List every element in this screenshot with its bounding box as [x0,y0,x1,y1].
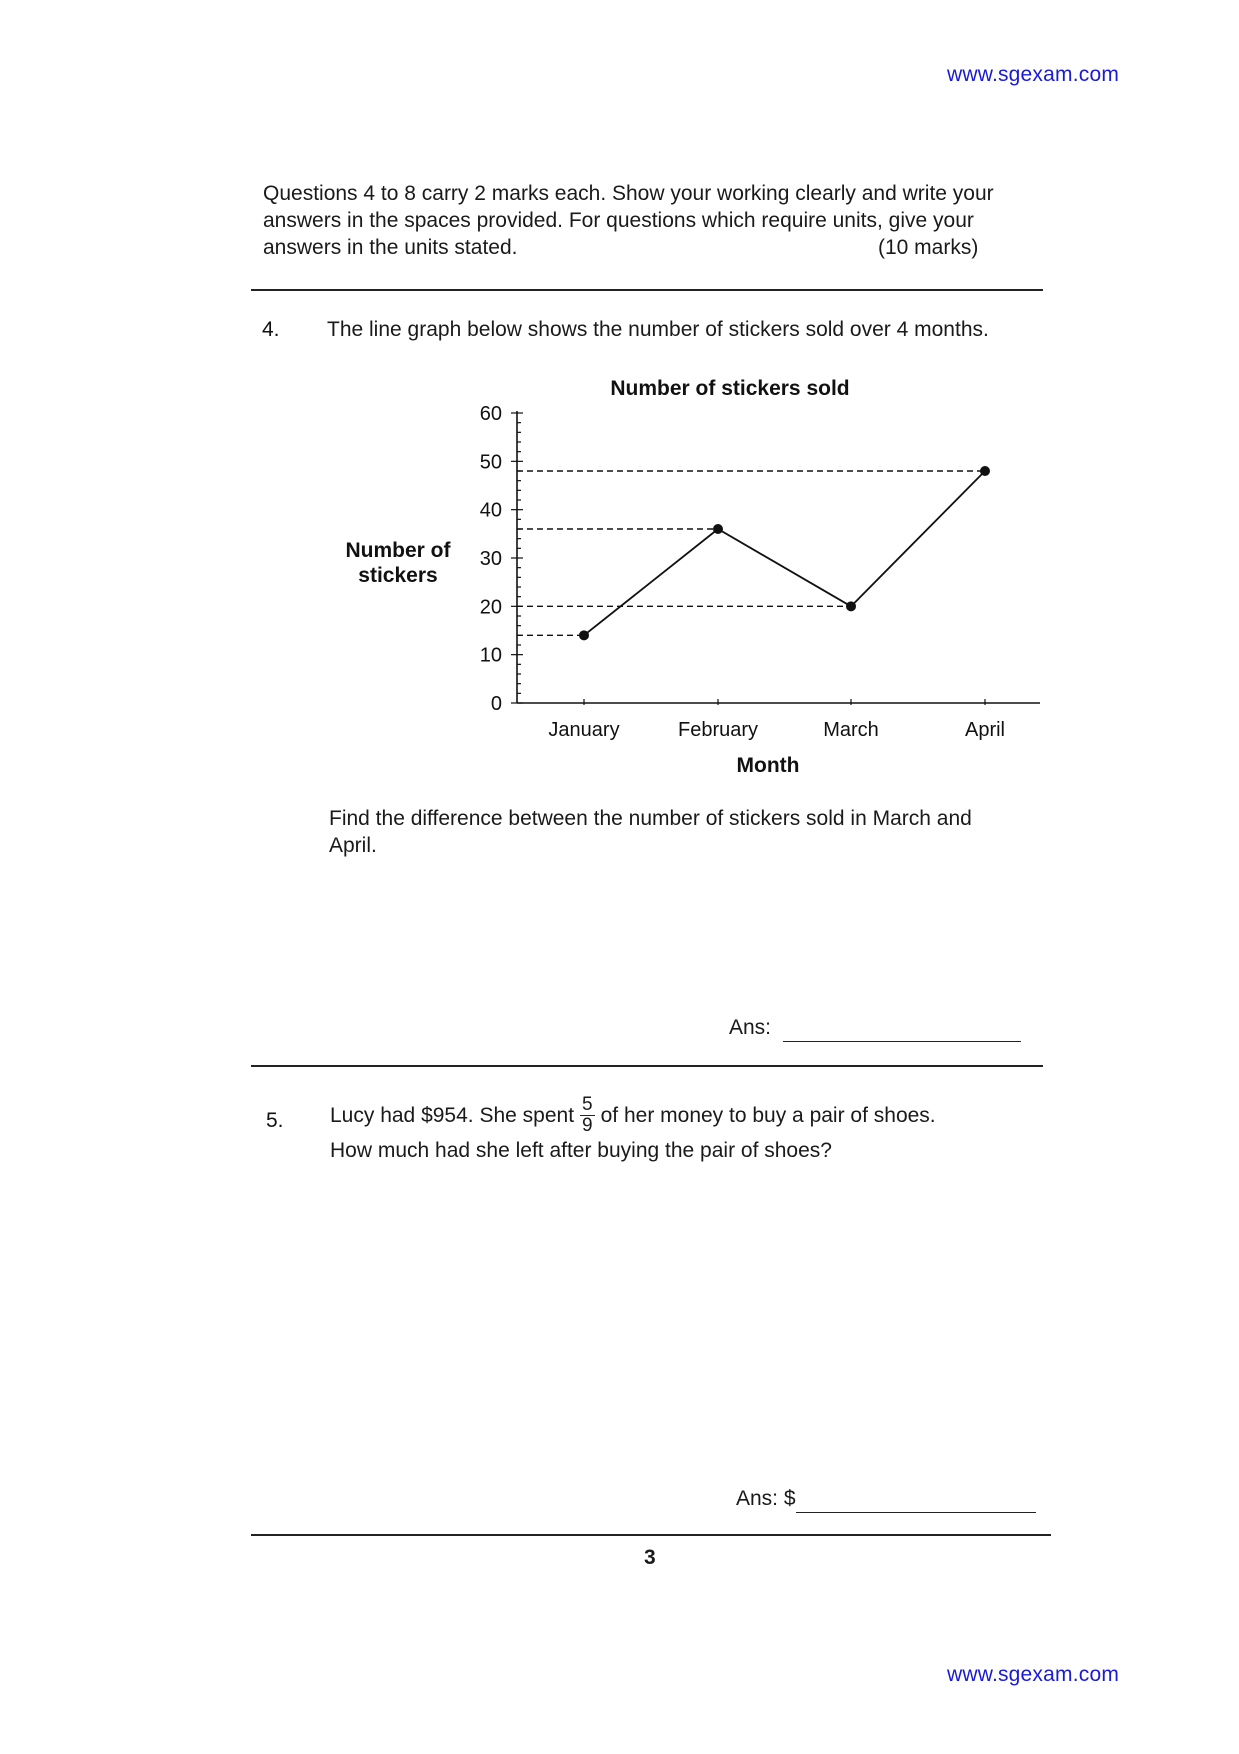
x-tick-label: April [964,719,1006,741]
question-5-prompt-line-2: How much had she left after buying the pair of shoes? [330,1139,832,1162]
question-5-answer [736,1485,1036,1513]
section-divider-top [251,289,1043,291]
question-4-answer-label: Ans: [729,1016,772,1039]
y-tick-label: 20 [479,596,502,619]
y-tick-label: 40 [479,499,502,522]
y-tick-label: 60 [479,403,502,425]
question-5-prompt-part-2: of her money to buy a pair of shoes. [600,1103,936,1127]
y-tick-label: 30 [479,548,502,570]
question-4-number: 4. [262,318,280,341]
header-website-link[interactable]: www.sgexam.com [947,63,1120,86]
y-tick-label: 10 [479,644,502,667]
instructions-marks: (10 marks) [878,236,979,259]
question-5-prompt [330,1093,1050,1164]
fraction-denominator: 9 [582,1114,593,1136]
y-tick-label: 0 [490,693,502,715]
question-5-number: 5. [266,1109,284,1132]
series-line [584,471,985,635]
question-5-answer-field[interactable] [796,1485,1036,1513]
footer-website-link[interactable]: www.sgexam.com [947,1663,1120,1686]
chart-series [579,466,990,640]
stickers-line-chart [320,368,1060,788]
question-4-answer [729,1014,1021,1042]
data-point [980,466,990,476]
chart-ylabel-line-2: stickers [358,564,438,587]
chart-reference-lines [517,471,985,635]
x-tick-label: March [823,719,879,741]
y-tick-label: 50 [479,451,502,474]
instructions-block [263,180,1043,261]
chart-title: Number of stickers sold [610,377,850,400]
page-number: 3 [644,1546,656,1569]
instructions-line-3: answers in the units stated. [263,236,518,259]
question-4-answer-field[interactable] [783,1014,1021,1042]
chart-xlabel: Month [736,754,800,777]
data-point [846,601,856,611]
x-tick-label: February [677,719,759,741]
instructions-line-1: Questions 4 to 8 carry 2 marks each. Show your working clearly and write your [263,182,994,205]
question-5-answer-label: Ans: $ [736,1487,796,1510]
question-4-task-line-2: April. [329,834,377,857]
fraction-numerator: 5 [582,1093,593,1115]
question-4-task [329,805,972,859]
question-5-fraction [580,1095,595,1136]
question-4-prompt: The line graph below shows the number of stickers sold over 4 months. [327,318,989,341]
data-point [713,524,723,534]
x-tick-label: January [548,719,620,741]
chart-axes [480,403,1040,741]
data-point [579,630,589,640]
question-5-prompt-part-1: Lucy had $954. She spent [330,1103,575,1127]
section-divider-bottom [251,1534,1051,1536]
section-divider-middle [251,1065,1043,1067]
question-4-task-line-1: Find the difference between the number of stickers sold in March and [329,807,972,830]
instructions-line-2: answers in the spaces provided. For questions which require units, give your [263,209,974,232]
chart-ylabel-line-1: Number of [345,539,451,562]
